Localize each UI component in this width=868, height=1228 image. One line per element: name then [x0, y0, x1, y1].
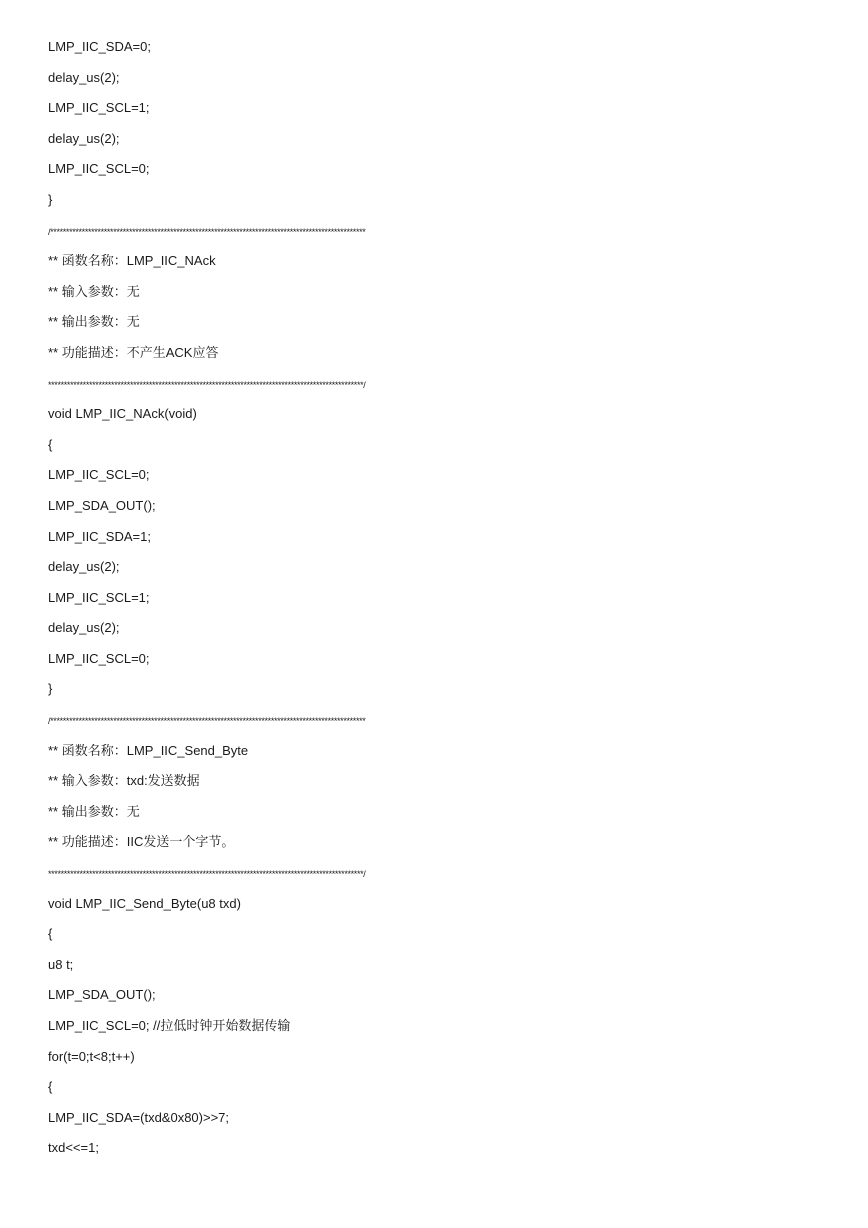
code-line: LMP_SDA_OUT(); [48, 987, 156, 1003]
code-line: txd<<=1; [48, 1140, 99, 1156]
comment-separator-open: /**************************************************************************************************** [48, 716, 366, 727]
comment-separator-close: ****************************************************************************************************/ [48, 379, 366, 390]
code-line: { [48, 926, 53, 942]
comment-function-name: ** 函数名称：LMP_IIC_Send_Byte [48, 742, 249, 758]
code-line: LMP_SDA_OUT(); [48, 497, 156, 513]
comment-description: ** 功能描述：不产生ACK应答 [48, 344, 219, 360]
code-line: LMP_IIC_SCL=0; [48, 161, 150, 177]
comment-output-params: ** 输出参数：无 [48, 803, 140, 819]
code-line: LMP_IIC_SCL=0; [48, 467, 150, 483]
document-body [48, 37, 828, 1169]
code-line: LMP_IIC_SCL=1; [48, 589, 150, 605]
code-line: LMP_IIC_SCL=0; [48, 650, 150, 666]
comment-separator-open: /**************************************************************************************************** [48, 226, 366, 237]
comment-function-name: ** 函数名称：LMP_IIC_NAck [48, 253, 216, 269]
code-line: LMP_IIC_SCL=1; [48, 100, 150, 116]
code-line: } [48, 681, 53, 697]
code-line: u8 t; [48, 956, 74, 972]
function-signature: void LMP_IIC_NAck(void) [48, 406, 197, 422]
code-line: LMP_IIC_SCL=0; //拉低时钟开始数据传输 [48, 1018, 291, 1033]
code-line: { [48, 1079, 53, 1095]
comment-output-params: ** 输出参数：无 [48, 314, 140, 330]
code-line: delay_us(2); [48, 69, 120, 85]
code-line: delay_us(2); [48, 559, 120, 575]
code-line: LMP_IIC_SDA=1; [48, 528, 151, 544]
code-line: { [48, 436, 53, 452]
comment-input-params: ** 输入参数：txd:发送数据 [48, 773, 200, 789]
code-line: LMP_IIC_SDA=(txd&0x80)>>7; [48, 1109, 230, 1125]
code-line: delay_us(2); [48, 620, 120, 636]
function-signature: void LMP_IIC_Send_Byte(u8 txd) [48, 895, 241, 911]
code-line: delay_us(2); [48, 130, 120, 146]
comment-input-params: ** 输入参数：无 [48, 283, 140, 299]
code-line: for(t=0;t<8;t++) [48, 1048, 135, 1064]
comment-description: ** 功能描述：IIC发送一个字节。 [48, 834, 235, 850]
code-line: } [48, 191, 53, 207]
code-line: LMP_IIC_SDA=0; [48, 39, 151, 54]
comment-separator-close: ****************************************************************************************************/ [48, 869, 366, 880]
